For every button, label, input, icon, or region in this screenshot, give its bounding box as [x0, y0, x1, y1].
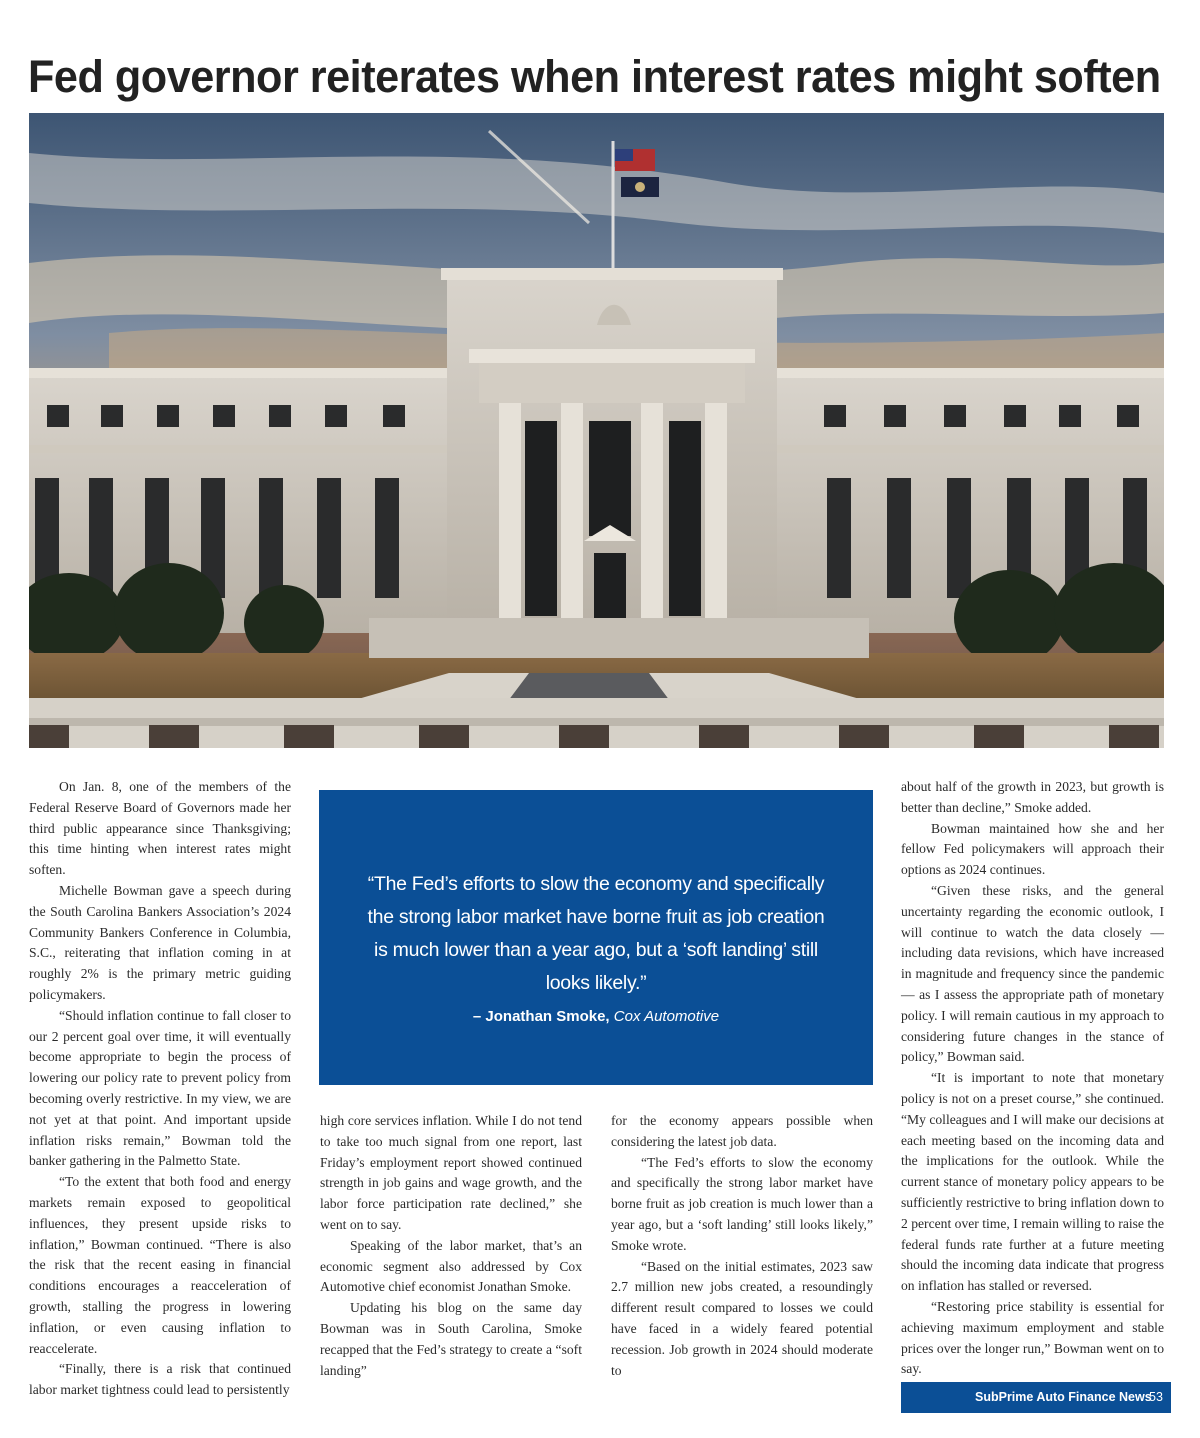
paragraph: Updating his blog on the same day Bowman was in South Carolina, Smoke recapped that the Fed’s strategy to create a “soft landing”	[320, 1300, 582, 1378]
paragraph: “Based on the initial estimates, 2023 saw 2.7 million new jobs created, a resoundingly different result compared to losses we could have faced in a widely feared potential recession. Job growth in 2024 should moderate to	[611, 1258, 873, 1378]
page-footer	[901, 1382, 1171, 1413]
pull-quote-attribution	[319, 1008, 873, 1025]
article-column-3	[611, 1111, 873, 1381]
attribution-org: Cox Automotive	[613, 1008, 720, 1025]
article-column-1	[29, 777, 291, 1401]
paragraph: “Restoring price stability is essential for achieving maximum employment and stable prices over the longer run,” Bowman went on to say.	[901, 1298, 1164, 1377]
federal-reserve-building-photo	[29, 113, 1164, 748]
pull-quote-box	[319, 790, 873, 1085]
paragraph: “It is important to note that monetary policy is not on a preset course,” she continued. “My colleagues and I will make our decisions at each meeting based on the incoming data and the implications for the outlook. While the current stance of monetary policy appears to be sufficiently restrictive to bring inflation down to 2 percent over time, I remain willing to raise the federal funds rate further at a future meeting should the incoming data indicate that progress on inflation has stalled or reversed.	[901, 1070, 1164, 1294]
paragraph: “Should inflation continue to fall closer to our 2 percent goal over time, it will eventually become appropriate to begin the process of lowering our policy rate to prevent policy from becoming overly restrictive. In my view, we are not yet at that point. And important upside inflation risks remain,” Bowman told the banker gathering in the Palmetto State.	[29, 1007, 291, 1169]
article-column-4	[901, 777, 1164, 1380]
paragraph: “To the extent that both food and energy markets remain exposed to geopolitical influences, they present upside risks to inflation,” Bowman continued. “There is also the risk that the recent easing in financial conditions encourages a reacceleration of growth, stalling the progress in lowering inflation, or even causing inflation to reaccelerate.	[29, 1174, 291, 1356]
article-column-2	[320, 1111, 582, 1381]
paragraph: Bowman maintained how she and her fellow Fed policymakers will approach their options as 2024 continues.	[901, 820, 1164, 878]
paragraph: “Finally, there is a risk that continued labor market tightness could lead to persistently	[29, 1361, 291, 1398]
page-number: 53	[1149, 1390, 1163, 1404]
paragraph: high core services inflation. While I do not tend to take too much signal from one report, last Friday’s employment report showed continued strength in job gains and wage growth, and the labor force participation rate declined,” she went on to say.	[320, 1113, 582, 1232]
paragraph: for the economy appears possible when considering the latest job data.	[611, 1113, 873, 1149]
pull-quote-text: “The Fed’s efforts to slow the economy and specifically the strong labor market have borne fruit as job creation is much lower than a year ago, but a ‘soft landing’ still looks likely.”	[367, 873, 825, 994]
paragraph: “The Fed’s efforts to slow the economy and specifically the strong labor market have borne fruit as job creation is much lower than a year ago, but a ‘soft landing’ still looks likely,” Smoke wrote.	[611, 1154, 873, 1253]
attribution-name: – Jonathan Smoke,	[472, 1008, 610, 1025]
paragraph: Speaking of the labor market, that’s an economic segment also addressed by Cox Automotive chief economist Jonathan Smoke.	[320, 1237, 582, 1295]
publication-name: SubPrime Auto Finance News	[975, 1390, 1152, 1404]
paragraph: On Jan. 8, one of the members of the Federal Reserve Board of Governors made her third public appearance since Thanksgiving; this time hinting when interest rates might soften.	[29, 779, 291, 878]
paragraph: “Given these risks, and the general uncertainty regarding the economic outlook, I will continue to watch the data closely — including data revisions, which have increased in magnitude and frequency since the pandemic — as I assess the appropriate path of monetary policy. I will remain cautious in my approach to considering future changes in the stance of policy,” Bowman said.	[901, 882, 1164, 1065]
paragraph: about half of the growth in 2023, but growth is better than decline,” Smoke added.	[901, 779, 1164, 815]
paragraph: Michelle Bowman gave a speech during the South Carolina Bankers Association’s 2024 Community Bankers Conference in Columbia, S.C., reiterating that inflation coming in at roughly 2% is the primary metric guiding policymakers.	[29, 882, 291, 1002]
headline: Fed governor reiterates when interest rates might soften	[28, 51, 1161, 102]
